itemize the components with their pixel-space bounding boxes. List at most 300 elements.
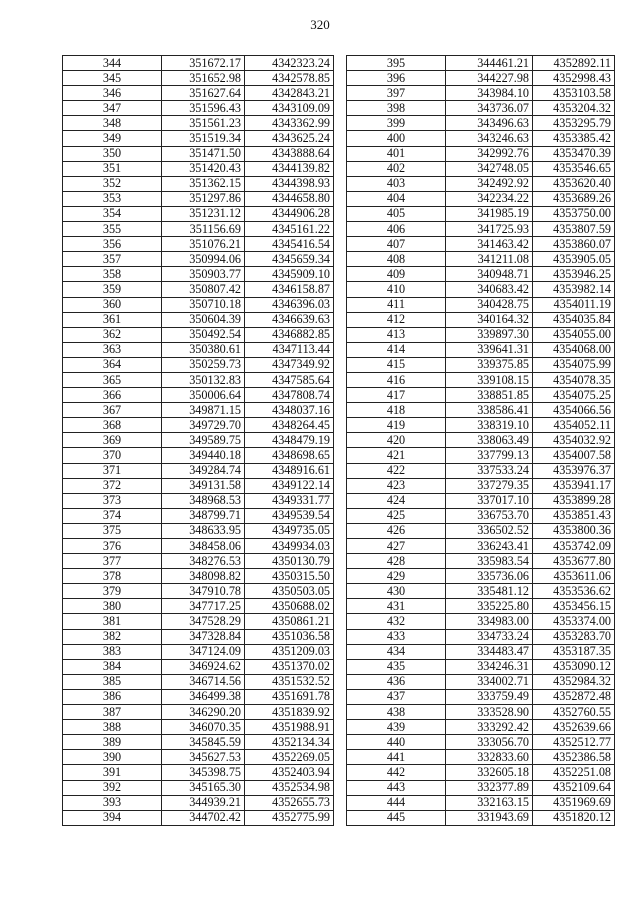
y-coordinate-cell: 4352775.99 [245, 810, 334, 825]
y-coordinate-cell: 4344658.80 [245, 191, 334, 206]
table-row [63, 493, 334, 508]
x-coordinate-cell: 339375.85 [446, 357, 533, 372]
x-coordinate-cell: 347910.78 [162, 584, 245, 599]
table-row [347, 372, 615, 387]
x-coordinate-cell: 349440.18 [162, 448, 245, 463]
y-coordinate-cell: 4349934.03 [245, 539, 334, 554]
point-number-cell: 355 [63, 222, 162, 237]
table-row [63, 599, 334, 614]
y-coordinate-cell: 4353807.59 [533, 222, 615, 237]
x-coordinate-cell: 351627.64 [162, 86, 245, 101]
x-coordinate-cell: 333759.49 [446, 689, 533, 704]
x-coordinate-cell: 337799.13 [446, 448, 533, 463]
table-row [347, 735, 615, 750]
coordinates-table-left [62, 55, 334, 826]
x-coordinate-cell: 350604.39 [162, 312, 245, 327]
point-number-cell: 369 [63, 433, 162, 448]
y-coordinate-cell: 4344906.28 [245, 206, 334, 221]
y-coordinate-cell: 4354066.56 [533, 403, 615, 418]
y-coordinate-cell: 4353374.00 [533, 614, 615, 629]
table-row [63, 554, 334, 569]
point-number-cell: 426 [347, 523, 446, 538]
y-coordinate-cell: 4353456.15 [533, 599, 615, 614]
x-coordinate-cell: 350380.61 [162, 342, 245, 357]
table-row [347, 765, 615, 780]
y-coordinate-cell: 4351988.91 [245, 720, 334, 735]
point-number-cell: 359 [63, 282, 162, 297]
x-coordinate-cell: 351596.43 [162, 101, 245, 116]
x-coordinate-cell: 351156.69 [162, 222, 245, 237]
table-row [63, 71, 334, 86]
point-number-cell: 383 [63, 644, 162, 659]
x-coordinate-cell: 337279.35 [446, 478, 533, 493]
table-row [347, 267, 615, 282]
point-number-cell: 416 [347, 372, 446, 387]
point-number-cell: 370 [63, 448, 162, 463]
point-number-cell: 393 [63, 795, 162, 810]
x-coordinate-cell: 347528.29 [162, 614, 245, 629]
table-row [347, 569, 615, 584]
point-number-cell: 366 [63, 388, 162, 403]
point-number-cell: 372 [63, 478, 162, 493]
point-number-cell: 378 [63, 569, 162, 584]
x-coordinate-cell: 342992.76 [446, 146, 533, 161]
table-row [63, 101, 334, 116]
x-coordinate-cell: 340164.32 [446, 312, 533, 327]
x-coordinate-cell: 345627.53 [162, 750, 245, 765]
x-coordinate-cell: 340948.71 [446, 267, 533, 282]
x-coordinate-cell: 350132.83 [162, 372, 245, 387]
table-row [63, 312, 334, 327]
point-number-cell: 435 [347, 659, 446, 674]
table-row [347, 539, 615, 554]
x-coordinate-cell: 350006.64 [162, 388, 245, 403]
y-coordinate-cell: 4348037.16 [245, 403, 334, 418]
y-coordinate-cell: 4353800.36 [533, 523, 615, 538]
x-coordinate-cell: 348276.53 [162, 554, 245, 569]
x-coordinate-cell: 343246.63 [446, 131, 533, 146]
x-coordinate-cell: 346714.56 [162, 674, 245, 689]
point-number-cell: 417 [347, 388, 446, 403]
table-row [347, 297, 615, 312]
y-coordinate-cell: 4353860.07 [533, 237, 615, 252]
table-row [347, 433, 615, 448]
x-coordinate-cell: 332377.89 [446, 780, 533, 795]
point-number-cell: 357 [63, 252, 162, 267]
x-coordinate-cell: 348458.06 [162, 539, 245, 554]
table-row [63, 705, 334, 720]
page-number: 320 [310, 17, 330, 32]
y-coordinate-cell: 4345161.22 [245, 222, 334, 237]
x-coordinate-cell: 345845.59 [162, 735, 245, 750]
point-number-cell: 352 [63, 176, 162, 191]
y-coordinate-cell: 4347585.64 [245, 372, 334, 387]
point-number-cell: 405 [347, 206, 446, 221]
x-coordinate-cell: 351672.17 [162, 56, 245, 71]
y-coordinate-cell: 4353204.32 [533, 101, 615, 116]
point-number-cell: 349 [63, 131, 162, 146]
table-row [347, 418, 615, 433]
y-coordinate-cell: 4348698.65 [245, 448, 334, 463]
point-number-cell: 421 [347, 448, 446, 463]
table-row [347, 388, 615, 403]
point-number-cell: 414 [347, 342, 446, 357]
point-number-cell: 348 [63, 116, 162, 131]
point-number-cell: 371 [63, 463, 162, 478]
point-number-cell: 422 [347, 463, 446, 478]
x-coordinate-cell: 333528.90 [446, 705, 533, 720]
x-coordinate-cell: 350259.73 [162, 357, 245, 372]
y-coordinate-cell: 4345416.54 [245, 237, 334, 252]
table-row [63, 418, 334, 433]
y-coordinate-cell: 4353851.43 [533, 508, 615, 523]
table-row [63, 674, 334, 689]
point-number-cell: 434 [347, 644, 446, 659]
point-number-cell: 436 [347, 674, 446, 689]
table-row [347, 644, 615, 659]
x-coordinate-cell: 347124.09 [162, 644, 245, 659]
y-coordinate-cell: 4350315.50 [245, 569, 334, 584]
table-row [347, 342, 615, 357]
y-coordinate-cell: 4353742.09 [533, 539, 615, 554]
y-coordinate-cell: 4353905.05 [533, 252, 615, 267]
x-coordinate-cell: 351362.15 [162, 176, 245, 191]
point-number-cell: 354 [63, 206, 162, 221]
table-row [347, 131, 615, 146]
table-row [63, 539, 334, 554]
point-number-cell: 390 [63, 750, 162, 765]
point-number-cell: 431 [347, 599, 446, 614]
point-number-cell: 363 [63, 342, 162, 357]
x-coordinate-cell: 334983.00 [446, 614, 533, 629]
point-number-cell: 358 [63, 267, 162, 282]
table-row [63, 327, 334, 342]
point-number-cell: 379 [63, 584, 162, 599]
table-row [63, 433, 334, 448]
y-coordinate-cell: 4353677.80 [533, 554, 615, 569]
point-number-cell: 400 [347, 131, 446, 146]
x-coordinate-cell: 350807.42 [162, 282, 245, 297]
x-coordinate-cell: 342234.22 [446, 191, 533, 206]
y-coordinate-cell: 4352892.11 [533, 56, 615, 71]
table-row [347, 478, 615, 493]
point-number-cell: 425 [347, 508, 446, 523]
table-row [63, 569, 334, 584]
y-coordinate-cell: 4353385.42 [533, 131, 615, 146]
x-coordinate-cell: 336502.52 [446, 523, 533, 538]
y-coordinate-cell: 4353470.39 [533, 146, 615, 161]
y-coordinate-cell: 4343888.64 [245, 146, 334, 161]
table-row [347, 493, 615, 508]
y-coordinate-cell: 4342843.21 [245, 86, 334, 101]
table-row [63, 357, 334, 372]
x-coordinate-cell: 351471.50 [162, 146, 245, 161]
table-row [63, 297, 334, 312]
table-row [347, 56, 615, 71]
point-number-cell: 433 [347, 629, 446, 644]
x-coordinate-cell: 335736.06 [446, 569, 533, 584]
table-row [63, 659, 334, 674]
y-coordinate-cell: 4351209.03 [245, 644, 334, 659]
table-row [347, 161, 615, 176]
table-row [347, 191, 615, 206]
y-coordinate-cell: 4354068.00 [533, 342, 615, 357]
table-row [347, 780, 615, 795]
x-coordinate-cell: 349729.70 [162, 418, 245, 433]
table-row [347, 705, 615, 720]
point-number-cell: 437 [347, 689, 446, 704]
x-coordinate-cell: 351519.34 [162, 131, 245, 146]
y-coordinate-cell: 4346396.03 [245, 297, 334, 312]
x-coordinate-cell: 338063.49 [446, 433, 533, 448]
table-row [63, 56, 334, 71]
point-number-cell: 397 [347, 86, 446, 101]
y-coordinate-cell: 4354011.19 [533, 297, 615, 312]
y-coordinate-cell: 4343109.09 [245, 101, 334, 116]
point-number-cell: 365 [63, 372, 162, 387]
x-coordinate-cell: 348098.82 [162, 569, 245, 584]
point-number-cell: 439 [347, 720, 446, 735]
point-number-cell: 418 [347, 403, 446, 418]
y-coordinate-cell: 4354075.25 [533, 388, 615, 403]
point-number-cell: 346 [63, 86, 162, 101]
x-coordinate-cell: 338851.85 [446, 388, 533, 403]
table-row [347, 116, 615, 131]
x-coordinate-cell: 349589.75 [162, 433, 245, 448]
point-number-cell: 427 [347, 539, 446, 554]
x-coordinate-cell: 343984.10 [446, 86, 533, 101]
x-coordinate-cell: 341211.08 [446, 252, 533, 267]
y-coordinate-cell: 4352534.98 [245, 780, 334, 795]
y-coordinate-cell: 4352655.73 [245, 795, 334, 810]
x-coordinate-cell: 334246.31 [446, 659, 533, 674]
point-number-cell: 411 [347, 297, 446, 312]
table-row [347, 584, 615, 599]
x-coordinate-cell: 337017.10 [446, 493, 533, 508]
table-row [347, 599, 615, 614]
point-number-cell: 374 [63, 508, 162, 523]
y-coordinate-cell: 4351036.58 [245, 629, 334, 644]
table-row [63, 131, 334, 146]
x-coordinate-cell: 346290.20 [162, 705, 245, 720]
point-number-cell: 362 [63, 327, 162, 342]
point-number-cell: 392 [63, 780, 162, 795]
y-coordinate-cell: 4349122.14 [245, 478, 334, 493]
point-number-cell: 388 [63, 720, 162, 735]
coordinates-table-right [346, 55, 615, 826]
y-coordinate-cell: 4352269.05 [245, 750, 334, 765]
x-coordinate-cell: 350903.77 [162, 267, 245, 282]
table-row [347, 720, 615, 735]
point-number-cell: 438 [347, 705, 446, 720]
x-coordinate-cell: 344227.98 [446, 71, 533, 86]
table-row [347, 750, 615, 765]
x-coordinate-cell: 335225.80 [446, 599, 533, 614]
point-number-cell: 350 [63, 146, 162, 161]
table-row [63, 342, 334, 357]
y-coordinate-cell: 4352134.34 [245, 735, 334, 750]
table-row [63, 780, 334, 795]
x-coordinate-cell: 346499.38 [162, 689, 245, 704]
y-coordinate-cell: 4352639.66 [533, 720, 615, 735]
x-coordinate-cell: 350492.54 [162, 327, 245, 342]
point-number-cell: 442 [347, 765, 446, 780]
table-row [63, 372, 334, 387]
table-row [347, 629, 615, 644]
table-row [63, 237, 334, 252]
table-row [347, 508, 615, 523]
x-coordinate-cell: 351076.21 [162, 237, 245, 252]
x-coordinate-cell: 334002.71 [446, 674, 533, 689]
point-number-cell: 404 [347, 191, 446, 206]
table-row [63, 523, 334, 538]
table-row [347, 810, 615, 825]
point-number-cell: 406 [347, 222, 446, 237]
point-number-cell: 445 [347, 810, 446, 825]
table-row [63, 267, 334, 282]
table-row [63, 765, 334, 780]
x-coordinate-cell: 338586.41 [446, 403, 533, 418]
x-coordinate-cell: 350710.18 [162, 297, 245, 312]
table-row [63, 222, 334, 237]
table-row [347, 206, 615, 221]
y-coordinate-cell: 4346882.85 [245, 327, 334, 342]
y-coordinate-cell: 4352403.94 [245, 765, 334, 780]
y-coordinate-cell: 4352109.64 [533, 780, 615, 795]
x-coordinate-cell: 351561.23 [162, 116, 245, 131]
point-number-cell: 403 [347, 176, 446, 191]
x-coordinate-cell: 351420.43 [162, 161, 245, 176]
y-coordinate-cell: 4353982.14 [533, 282, 615, 297]
point-number-cell: 381 [63, 614, 162, 629]
y-coordinate-cell: 4354007.58 [533, 448, 615, 463]
x-coordinate-cell: 340428.75 [446, 297, 533, 312]
table-row [347, 252, 615, 267]
x-coordinate-cell: 344461.21 [446, 56, 533, 71]
table-row [347, 659, 615, 674]
x-coordinate-cell: 351652.98 [162, 71, 245, 86]
table-row [63, 795, 334, 810]
point-number-cell: 423 [347, 478, 446, 493]
x-coordinate-cell: 350994.06 [162, 252, 245, 267]
y-coordinate-cell: 4353611.06 [533, 569, 615, 584]
point-number-cell: 420 [347, 433, 446, 448]
y-coordinate-cell: 4353187.35 [533, 644, 615, 659]
point-number-cell: 376 [63, 539, 162, 554]
point-number-cell: 413 [347, 327, 446, 342]
point-number-cell: 345 [63, 71, 162, 86]
point-number-cell: 402 [347, 161, 446, 176]
point-number-cell: 444 [347, 795, 446, 810]
table-row [347, 101, 615, 116]
table-row [347, 146, 615, 161]
x-coordinate-cell: 346070.35 [162, 720, 245, 735]
y-coordinate-cell: 4345909.10 [245, 267, 334, 282]
point-number-cell: 377 [63, 554, 162, 569]
x-coordinate-cell: 351231.12 [162, 206, 245, 221]
x-coordinate-cell: 336753.70 [446, 508, 533, 523]
point-number-cell: 407 [347, 237, 446, 252]
y-coordinate-cell: 4342578.85 [245, 71, 334, 86]
x-coordinate-cell: 333056.70 [446, 735, 533, 750]
table-row [347, 463, 615, 478]
x-coordinate-cell: 347717.25 [162, 599, 245, 614]
point-number-cell: 412 [347, 312, 446, 327]
x-coordinate-cell: 349284.74 [162, 463, 245, 478]
point-number-cell: 395 [347, 56, 446, 71]
point-number-cell: 385 [63, 674, 162, 689]
table-row [347, 403, 615, 418]
x-coordinate-cell: 343736.07 [446, 101, 533, 116]
x-coordinate-cell: 335481.12 [446, 584, 533, 599]
point-number-cell: 430 [347, 584, 446, 599]
y-coordinate-cell: 4352872.48 [533, 689, 615, 704]
table-row [347, 237, 615, 252]
table-row [347, 222, 615, 237]
table-row [347, 71, 615, 86]
x-coordinate-cell: 339108.15 [446, 372, 533, 387]
table-row [347, 523, 615, 538]
table-row [347, 674, 615, 689]
y-coordinate-cell: 4351370.02 [245, 659, 334, 674]
x-coordinate-cell: 338319.10 [446, 418, 533, 433]
x-coordinate-cell: 343496.63 [446, 116, 533, 131]
y-coordinate-cell: 4354052.11 [533, 418, 615, 433]
y-coordinate-cell: 4352984.32 [533, 674, 615, 689]
table-row [347, 357, 615, 372]
table-row [347, 689, 615, 704]
point-number-cell: 356 [63, 237, 162, 252]
point-number-cell: 440 [347, 735, 446, 750]
table-row [63, 629, 334, 644]
table-row [63, 86, 334, 101]
table-row [63, 735, 334, 750]
point-number-cell: 428 [347, 554, 446, 569]
point-number-cell: 419 [347, 418, 446, 433]
table-row [347, 327, 615, 342]
y-coordinate-cell: 4343625.24 [245, 131, 334, 146]
table-row [347, 282, 615, 297]
point-number-cell: 373 [63, 493, 162, 508]
y-coordinate-cell: 4352251.08 [533, 765, 615, 780]
point-number-cell: 443 [347, 780, 446, 795]
table-row [63, 191, 334, 206]
y-coordinate-cell: 4346158.87 [245, 282, 334, 297]
point-number-cell: 364 [63, 357, 162, 372]
point-number-cell: 415 [347, 357, 446, 372]
y-coordinate-cell: 4350503.05 [245, 584, 334, 599]
point-number-cell: 351 [63, 161, 162, 176]
y-coordinate-cell: 4353620.40 [533, 176, 615, 191]
x-coordinate-cell: 332833.60 [446, 750, 533, 765]
table-row [63, 206, 334, 221]
x-coordinate-cell: 340683.42 [446, 282, 533, 297]
x-coordinate-cell: 344939.21 [162, 795, 245, 810]
x-coordinate-cell: 335983.54 [446, 554, 533, 569]
y-coordinate-cell: 4348479.19 [245, 433, 334, 448]
y-coordinate-cell: 4354055.00 [533, 327, 615, 342]
point-number-cell: 382 [63, 629, 162, 644]
table-row [63, 614, 334, 629]
y-coordinate-cell: 4349735.05 [245, 523, 334, 538]
point-number-cell: 429 [347, 569, 446, 584]
y-coordinate-cell: 4351532.52 [245, 674, 334, 689]
point-number-cell: 409 [347, 267, 446, 282]
point-number-cell: 396 [347, 71, 446, 86]
table-row [347, 448, 615, 463]
x-coordinate-cell: 337533.24 [446, 463, 533, 478]
x-coordinate-cell: 345398.75 [162, 765, 245, 780]
